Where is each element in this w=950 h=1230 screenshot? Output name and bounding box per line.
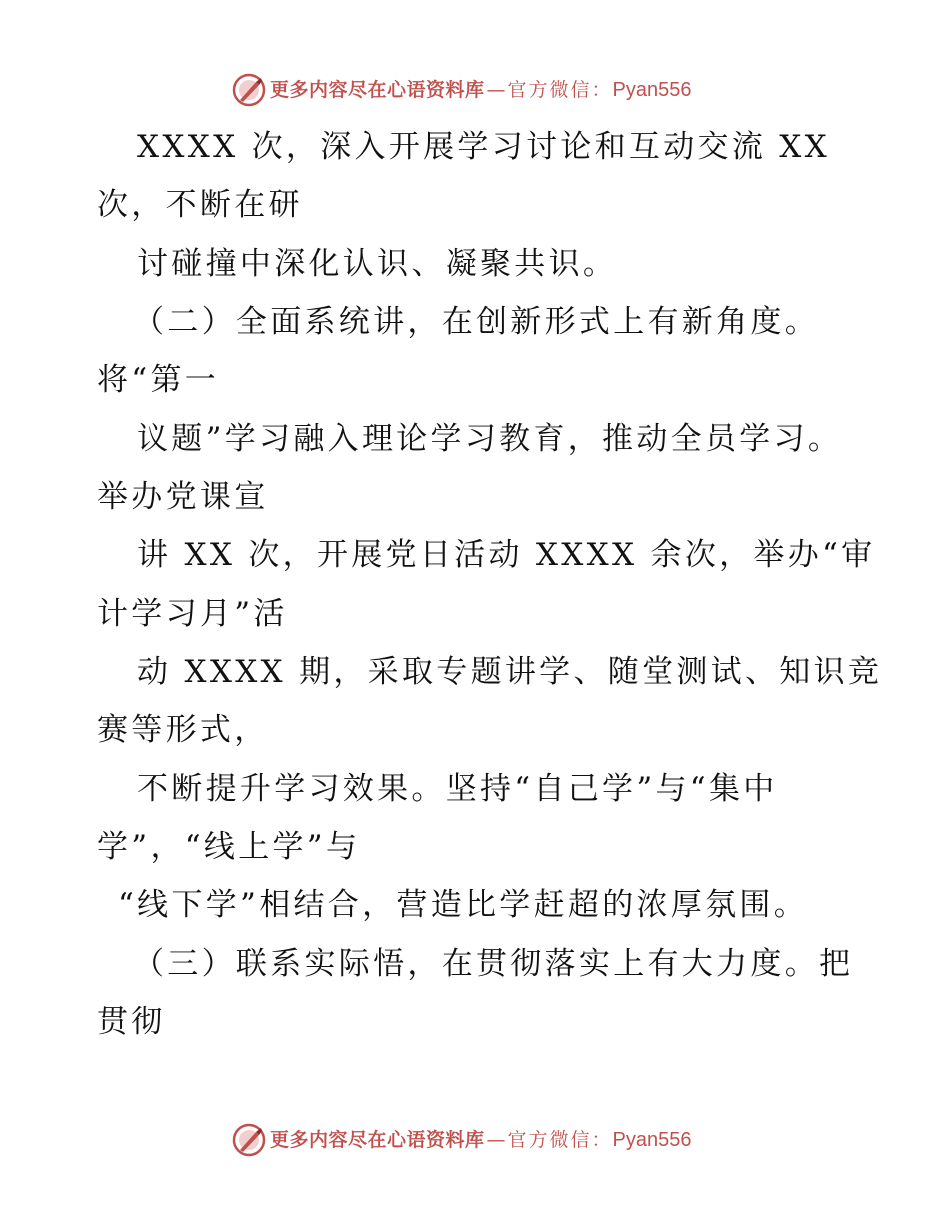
watermark-site-text: 更多内容尽在心语资料库 — [270, 1129, 485, 1151]
text-line: （三）联系实际悟，在贯彻落实上有大力度。把 — [133, 946, 854, 982]
text-line: 议题”学习融入理论学习教育，推动全员学习。 — [137, 421, 843, 457]
text-line: 计学习月”活 — [97, 596, 288, 632]
text-line: 讨碰撞中深化认识、凝聚共识。 — [137, 246, 618, 282]
text-line: 贯彻 — [97, 1004, 166, 1040]
text-line: 举办党课宣 — [97, 479, 269, 515]
text-line: “线下学”相结合，营造比学赶超的浓厚氛围。 — [118, 887, 808, 923]
watermark-official-label: 官方微信： — [507, 79, 613, 101]
text-line: 讲 XX 次，开展党日活动 XXXX 余次，举办“审 — [137, 537, 876, 573]
watermark-footer — [232, 1122, 692, 1158]
watermark-separator: — — [486, 79, 506, 101]
quill-pen-seal-icon — [232, 73, 266, 107]
watermark-official-label: 官方微信： — [507, 1129, 613, 1151]
quill-pen-seal-icon — [232, 1123, 266, 1157]
text-line: 将“第一 — [97, 362, 220, 398]
watermark-wechat-id: Pyan556 — [612, 1129, 692, 1151]
watermark-separator: — — [486, 1129, 506, 1151]
text-line: 不断提升学习效果。坚持“自己学”与“集中 — [137, 771, 778, 807]
text-line: 动 XXXX 期，采取专题讲学、随堂测试、知识竞 — [137, 654, 883, 690]
watermark-header — [232, 72, 692, 108]
watermark-site-text: 更多内容尽在心语资料库 — [270, 79, 485, 101]
text-line: 赛等形式， — [97, 712, 269, 748]
text-line: （二）全面系统讲，在创新形式上有新角度。 — [133, 304, 819, 340]
text-line: 次，不断在研 — [97, 187, 303, 223]
text-line: XXXX 次，深入开展学习讨论和互动交流 XX — [137, 129, 831, 165]
watermark-wechat-id: Pyan556 — [612, 79, 692, 101]
text-line: 学”，“线上学”与 — [97, 829, 361, 865]
